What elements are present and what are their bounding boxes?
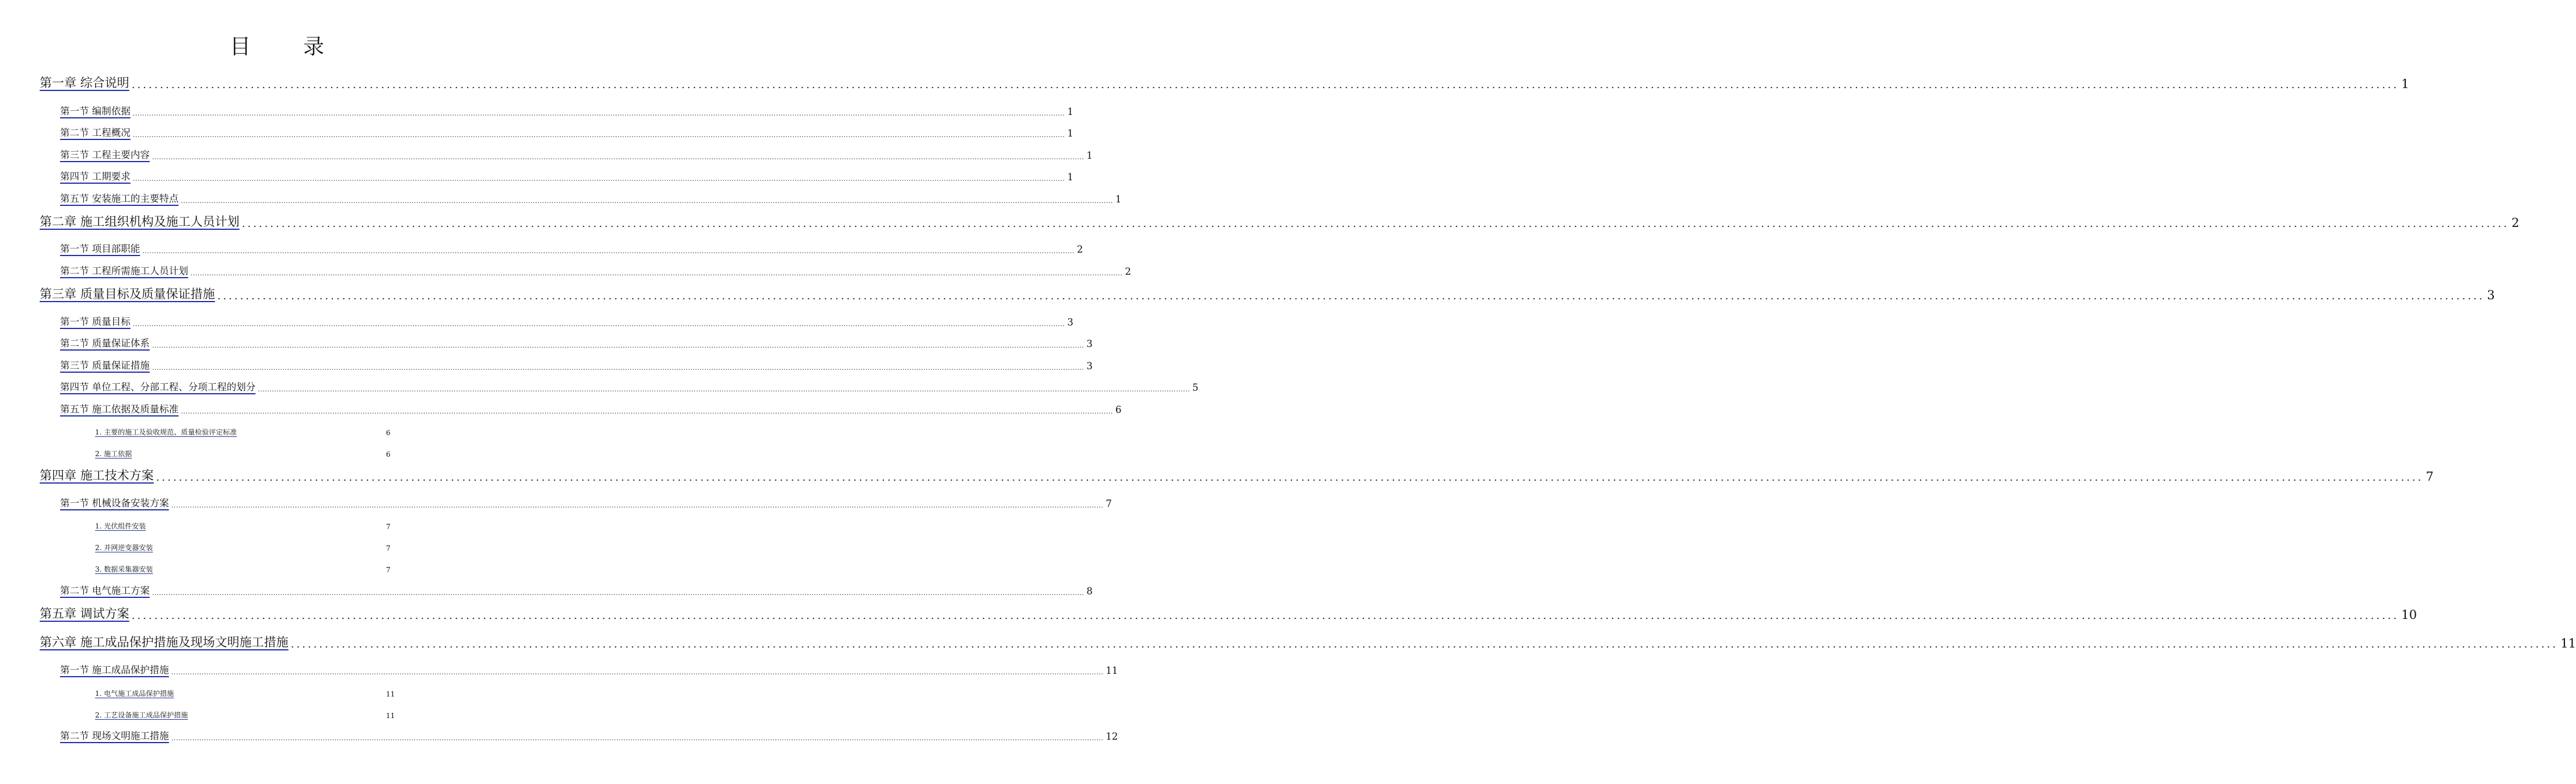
toc-page-number: 7 bbox=[386, 566, 391, 574]
toc-page-number: 6 bbox=[386, 450, 391, 459]
toc-page-number: 7 bbox=[1105, 498, 1112, 509]
toc-entry-section[interactable] bbox=[60, 583, 1093, 597]
toc-leader-dots: ................................................................................................................................................................................................................................................................................................................................................................................................................ bbox=[258, 386, 1190, 393]
toc-entry-label[interactable]: 第四节 工期要求 bbox=[60, 171, 131, 182]
toc-entry-label[interactable]: 第五章 调试方案 bbox=[40, 607, 129, 621]
toc-entry-label[interactable]: 第二章 施工组织机构及施工人员计划 bbox=[40, 215, 240, 229]
toc-entry-section[interactable] bbox=[60, 728, 1118, 742]
toc-leader-dots: ................................................................................................................................................................................................................................................................................................................................................................................................................ bbox=[131, 79, 2399, 91]
toc-leader-dots: ................................................................................................................................................................................................................................................................................................................................................................................................................ bbox=[131, 610, 2399, 622]
toc-entry-section[interactable] bbox=[60, 335, 1093, 349]
toc-leader-dots: ................................................................................................................................................................................................................................................................................................................................................................................................................ bbox=[156, 471, 2424, 484]
toc-leader-dots: ................................................................................................................................................................................................................................................................................................................................................................................................................ bbox=[132, 110, 1065, 117]
toc-entry-label[interactable]: 3. 数据采集器安装 bbox=[95, 565, 153, 573]
toc-leader-dots: ................................................................................................................................................................................................................................................................................................................................................................................................................ bbox=[152, 153, 1085, 161]
toc-page-number: 1 bbox=[1067, 106, 1073, 117]
toc-entry-label[interactable]: 第五节 施工依据及质量标准 bbox=[60, 404, 179, 415]
toc-entry-label[interactable]: 第四节 单位工程、分部工程、分项工程的划分 bbox=[60, 382, 256, 393]
toc-entry-label[interactable]: 第一节 机械设备安装方案 bbox=[60, 498, 169, 509]
toc-entry-chapter[interactable] bbox=[40, 633, 2576, 650]
toc-entry-label[interactable]: 第二节 工程概况 bbox=[60, 127, 131, 138]
toc-leader-dots: ................................................................................................................................................................................................................................................................................................................................................................................................................ bbox=[152, 589, 1085, 597]
toc-page-number: 3 bbox=[2487, 288, 2495, 302]
toc-page-number: 6 bbox=[1115, 404, 1122, 415]
toc-entry-label[interactable]: 第一节 编制依据 bbox=[60, 106, 131, 117]
toc-entry-label[interactable]: 第三节 工程主要内容 bbox=[60, 149, 150, 160]
toc-entry-label[interactable]: 第三节 质量保证措施 bbox=[60, 360, 150, 371]
toc-entry-section[interactable] bbox=[60, 314, 1073, 328]
toc-entry-label[interactable]: 第五节 安装施工的主要特点 bbox=[60, 193, 179, 204]
toc-entry-section[interactable] bbox=[60, 191, 1122, 205]
toc-entry-section[interactable] bbox=[60, 401, 1122, 415]
toc-entry-chapter[interactable] bbox=[40, 285, 2495, 302]
toc-page-number: 11 bbox=[2560, 636, 2576, 650]
toc-leader-dots: ................................................................................................................................................................................................................................................................................................................................................................................................................ bbox=[181, 197, 1113, 205]
toc-page-number: 3 bbox=[1067, 317, 1073, 328]
toc-entry-label[interactable]: 第二节 电气施工方案 bbox=[60, 585, 150, 596]
toc-leader-dots: ................................................................................................................................................................................................................................................................................................................................................................................................................ bbox=[171, 502, 1104, 509]
toc-entry-section[interactable] bbox=[60, 125, 1073, 139]
toc-entry-chapter[interactable] bbox=[40, 466, 2434, 484]
toc-entry-section[interactable] bbox=[60, 169, 1073, 183]
toc-leader-dots: ................................................................................................................................................................................................................................................................................................................................................................................................................ bbox=[152, 364, 1085, 372]
toc-page-number: 11 bbox=[1105, 665, 1118, 676]
toc-entry-section[interactable] bbox=[60, 103, 1073, 117]
toc-page-number: 12 bbox=[1105, 731, 1118, 742]
toc-entry-label[interactable]: 第四章 施工技术方案 bbox=[40, 468, 154, 482]
toc-entry-label[interactable]: 第二节 质量保证体系 bbox=[60, 338, 150, 349]
toc-entry-label[interactable]: 第一章 综合说明 bbox=[40, 76, 129, 90]
toc-entry-section[interactable] bbox=[60, 263, 1131, 277]
toc-page-number: 11 bbox=[386, 690, 395, 698]
toc-entry-sub[interactable] bbox=[95, 521, 391, 531]
toc-entry-sub[interactable] bbox=[95, 427, 391, 437]
toc-leader-dots: ................................................................................................................................................................................................................................................................................................................................................................................................................ bbox=[290, 638, 2559, 650]
toc-leader-dots: ................................................................................................................................................................................................................................................................................................................................................................................................................ bbox=[181, 408, 1113, 415]
toc-page-number: 3 bbox=[1086, 338, 1093, 349]
toc-leader-dots: ................................................................................................................................................................................................................................................................................................................................................................................................................ bbox=[241, 218, 2510, 230]
toc-leader-dots: ................................................................................................................................................................................................................................................................................................................................................................................................................ bbox=[142, 247, 1075, 255]
toc-page-number: 7 bbox=[386, 544, 391, 552]
toc-entry-sub[interactable] bbox=[95, 449, 391, 459]
toc-page-number: 5 bbox=[1192, 382, 1199, 393]
toc-page-number: 1 bbox=[2401, 77, 2409, 91]
toc-page-number: 11 bbox=[386, 712, 395, 720]
toc-entry-sub[interactable] bbox=[95, 688, 395, 698]
toc-entry-chapter[interactable] bbox=[40, 74, 2409, 91]
toc-entry-label[interactable]: 第三章 质量目标及质量保证措施 bbox=[40, 287, 215, 301]
toc-entry-label[interactable]: 2. 并网逆变器安装 bbox=[95, 544, 153, 552]
toc-leader-dots: ................................................................................................................................................................................................................................................................................................................................................................................................................ bbox=[171, 668, 1104, 676]
toc-page-number: 1 bbox=[1067, 172, 1073, 183]
toc-page-number: 2 bbox=[1076, 244, 1083, 255]
toc-entry-section[interactable] bbox=[60, 662, 1118, 676]
toc-page-number: 8 bbox=[1086, 586, 1093, 597]
toc-entry-section[interactable] bbox=[60, 147, 1093, 161]
toc-entry-section[interactable] bbox=[60, 358, 1093, 372]
toc-entry-label[interactable]: 2. 施工依据 bbox=[95, 450, 132, 458]
toc-page-number: 3 bbox=[1086, 360, 1093, 372]
toc-leader-dots: ................................................................................................................................................................................................................................................................................................................................................................................................................ bbox=[132, 320, 1065, 328]
toc-entry-label[interactable]: 第一节 质量目标 bbox=[60, 316, 131, 327]
toc-entry-label[interactable]: 1. 光伏组件安装 bbox=[95, 522, 146, 530]
toc-page-number: 1 bbox=[1067, 128, 1073, 139]
toc-leader-dots: ................................................................................................................................................................................................................................................................................................................................................................................................................ bbox=[217, 290, 2485, 302]
toc-page-number: 1 bbox=[1115, 194, 1122, 205]
toc-entry-label[interactable]: 第六章 施工成品保护措施及现场文明施工措施 bbox=[40, 635, 289, 649]
toc-entry-section[interactable] bbox=[60, 241, 1083, 255]
toc-entry-section[interactable] bbox=[60, 379, 1199, 393]
toc-page-number: 10 bbox=[2401, 608, 2417, 622]
toc-page-number: 1 bbox=[1086, 150, 1093, 161]
toc-page-number: 7 bbox=[2426, 470, 2434, 484]
toc-entry-sub[interactable] bbox=[95, 542, 391, 552]
toc-entry-label[interactable]: 第二节 现场文明施工措施 bbox=[60, 730, 169, 741]
toc-page-number: 6 bbox=[386, 429, 391, 437]
page-title bbox=[0, 30, 554, 60]
toc-page-number: 2 bbox=[1125, 266, 1131, 277]
toc-entry-label[interactable]: 2. 工艺设备施工成品保护措施 bbox=[95, 711, 188, 719]
toc-entry-label[interactable]: 第二节 工程所需施工人员计划 bbox=[60, 265, 188, 276]
toc-entry-label[interactable]: 第一节 施工成品保护措施 bbox=[60, 664, 169, 676]
toc-page-number: 7 bbox=[386, 523, 391, 531]
toc-leader-dots: ................................................................................................................................................................................................................................................................................................................................................................................................................ bbox=[190, 270, 1123, 277]
toc-entry-section[interactable] bbox=[60, 495, 1112, 509]
toc-entry-sub[interactable] bbox=[95, 564, 391, 574]
toc-entry-label[interactable]: 第一节 项目部职能 bbox=[60, 243, 141, 254]
toc-entry-chapter[interactable] bbox=[40, 604, 2417, 622]
toc-entry-sub[interactable] bbox=[95, 710, 395, 720]
title-char-1: 目 bbox=[229, 35, 251, 59]
toc-leader-dots: ................................................................................................................................................................................................................................................................................................................................................................................................................ bbox=[132, 175, 1065, 183]
toc-entry-label[interactable]: 1. 主要的施工及验收规范、质量检验评定标准 bbox=[95, 428, 237, 436]
toc-entry-chapter[interactable] bbox=[40, 212, 2519, 230]
title-char-2: 录 bbox=[303, 35, 325, 59]
toc-leader-dots: ................................................................................................................................................................................................................................................................................................................................................................................................................ bbox=[132, 131, 1065, 139]
toc-leader-dots: ................................................................................................................................................................................................................................................................................................................................................................................................................ bbox=[171, 734, 1104, 742]
toc-entry-label[interactable]: 1. 电气施工成品保护措施 bbox=[95, 690, 174, 698]
toc-page-number: 2 bbox=[2511, 216, 2519, 230]
toc-leader-dots: ................................................................................................................................................................................................................................................................................................................................................................................................................ bbox=[152, 342, 1085, 349]
